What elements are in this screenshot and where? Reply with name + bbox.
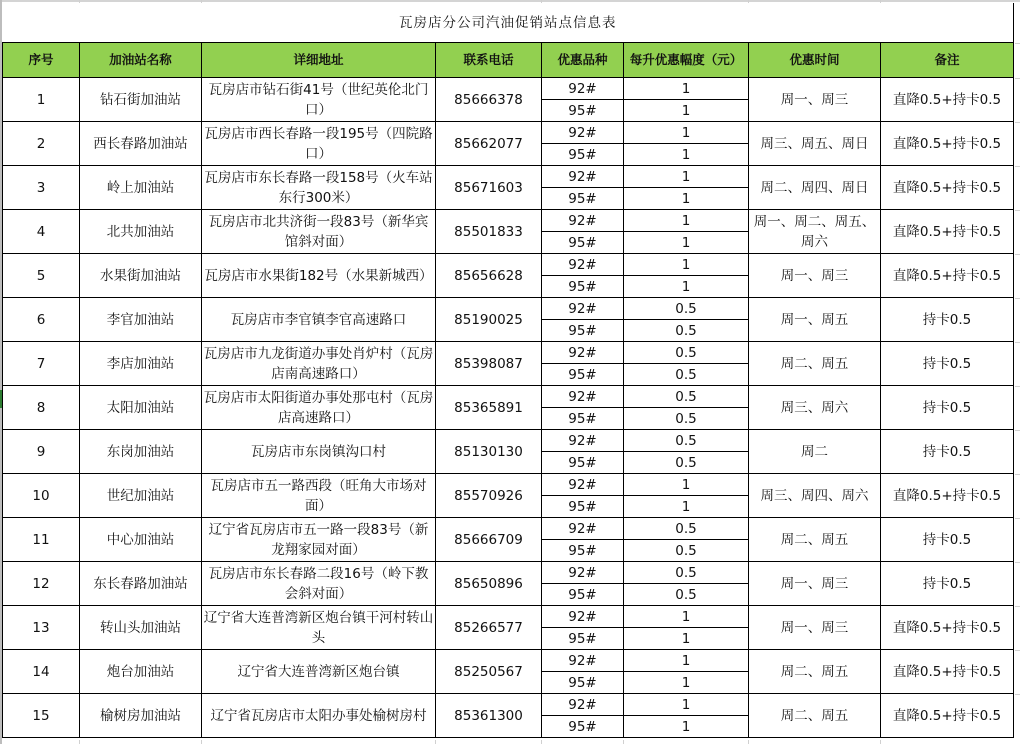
table-row xyxy=(3,474,1014,496)
cell-no[interactable]: 2 xyxy=(3,122,80,166)
cell-station-name[interactable]: 转山头加油站 xyxy=(80,606,202,650)
cell-station-name[interactable]: 水果街加油站 xyxy=(80,254,202,298)
col-header-note[interactable]: 备注 xyxy=(881,43,1014,78)
table-row xyxy=(3,430,1014,452)
col-header-station-name[interactable]: 加油站名称 xyxy=(80,43,202,78)
cell-promo-time[interactable]: 周三、周五、周日 xyxy=(749,122,881,166)
promo-station-table xyxy=(2,3,1014,738)
cell-phone[interactable]: 85190025 xyxy=(436,298,542,342)
cell-promo-time[interactable]: 周二、周五 xyxy=(749,650,881,694)
cell-promo-time[interactable]: 周三、周六 xyxy=(749,386,881,430)
cell-no[interactable]: 9 xyxy=(3,430,80,474)
cell-fuel-grade[interactable]: 92# xyxy=(542,694,624,716)
cell-station-name[interactable]: 世纪加油站 xyxy=(80,474,202,518)
cell-note[interactable]: 持卡0.5 xyxy=(881,430,1014,474)
cell-station-name[interactable]: 榆树房加油站 xyxy=(80,694,202,738)
cell-promo-time[interactable]: 周二、周五 xyxy=(749,518,881,562)
cell-station-name[interactable]: 中心加油站 xyxy=(80,518,202,562)
table-row xyxy=(3,122,1014,144)
cell-discount[interactable]: 0.5 xyxy=(624,562,749,584)
cell-no[interactable]: 1 xyxy=(3,78,80,122)
cell-station-name[interactable]: 东长春路加油站 xyxy=(80,562,202,606)
cell-discount[interactable]: 1 xyxy=(624,606,749,628)
table-row xyxy=(3,78,1014,100)
cell-station-name[interactable]: 西长春路加油站 xyxy=(80,122,202,166)
cell-station-name[interactable]: 岭上加油站 xyxy=(80,166,202,210)
cell-phone[interactable]: 85650896 xyxy=(436,562,542,606)
cell-discount[interactable]: 0.5 xyxy=(624,320,749,342)
cell-note[interactable]: 直降0.5+持卡0.5 xyxy=(881,694,1014,738)
cell-fuel-grade[interactable]: 92# xyxy=(542,606,624,628)
grid-bottom-margin xyxy=(0,740,1020,744)
cell-address[interactable]: 瓦房店市李官镇李官高速路口 xyxy=(202,298,436,342)
cell-note[interactable]: 持卡0.5 xyxy=(881,518,1014,562)
cell-fuel-grade[interactable]: 95# xyxy=(542,496,624,518)
cell-fuel-grade[interactable]: 95# xyxy=(542,144,624,166)
cell-fuel-grade[interactable]: 92# xyxy=(542,518,624,540)
cell-address[interactable]: 瓦房店市东长春路二段16号（岭下教会斜对面） xyxy=(202,562,436,606)
cell-station-name[interactable]: 太阳加油站 xyxy=(80,386,202,430)
cell-fuel-grade[interactable]: 92# xyxy=(542,254,624,276)
grid-right-margin xyxy=(1013,0,1020,744)
cell-phone[interactable]: 85666709 xyxy=(436,518,542,562)
cell-promo-time[interactable]: 周一、周二、周五、周六 xyxy=(749,210,881,254)
cell-fuel-grade[interactable]: 92# xyxy=(542,298,624,320)
cell-phone[interactable]: 85361300 xyxy=(436,694,542,738)
col-header-promo-time[interactable]: 优惠时间 xyxy=(749,43,881,78)
cell-fuel-grade[interactable]: 95# xyxy=(542,232,624,254)
cell-fuel-grade[interactable]: 95# xyxy=(542,320,624,342)
cell-discount[interactable]: 0.5 xyxy=(624,540,749,562)
cell-fuel-grade[interactable]: 95# xyxy=(542,364,624,386)
cell-phone[interactable]: 85501833 xyxy=(436,210,542,254)
cell-fuel-grade[interactable]: 92# xyxy=(542,650,624,672)
cell-phone[interactable]: 85250567 xyxy=(436,650,542,694)
cell-fuel-grade[interactable]: 92# xyxy=(542,210,624,232)
cell-promo-time[interactable]: 周一、周三 xyxy=(749,254,881,298)
cell-address[interactable]: 辽宁省大连普湾新区炮台镇干河村转山头 xyxy=(202,606,436,650)
cell-address[interactable]: 瓦房店市北共济街一段83号（新华宾馆斜对面） xyxy=(202,210,436,254)
cell-promo-time[interactable]: 周二、周五 xyxy=(749,694,881,738)
cell-discount[interactable]: 0.5 xyxy=(624,584,749,606)
cell-no[interactable]: 15 xyxy=(3,694,80,738)
cell-address[interactable]: 瓦房店市西长春路一段195号（四院路口） xyxy=(202,122,436,166)
cell-promo-time[interactable]: 周一、周三 xyxy=(749,562,881,606)
cell-no[interactable]: 3 xyxy=(3,166,80,210)
cell-discount[interactable]: 1 xyxy=(624,694,749,716)
table-row xyxy=(3,694,1014,716)
cell-no[interactable]: 4 xyxy=(3,210,80,254)
cell-no[interactable]: 12 xyxy=(3,562,80,606)
cell-fuel-grade[interactable]: 95# xyxy=(542,188,624,210)
table-row xyxy=(3,342,1014,364)
cell-promo-time[interactable]: 周二、周四、周日 xyxy=(749,166,881,210)
cell-phone[interactable]: 85130130 xyxy=(436,430,542,474)
cell-no[interactable]: 8 xyxy=(3,386,80,430)
cell-no[interactable]: 7 xyxy=(3,342,80,386)
cell-phone[interactable]: 85570926 xyxy=(436,474,542,518)
cell-promo-time[interactable]: 周二、周五 xyxy=(749,342,881,386)
cell-fuel-grade[interactable]: 92# xyxy=(542,122,624,144)
cell-note[interactable]: 直降0.5+持卡0.5 xyxy=(881,122,1014,166)
cell-station-name[interactable]: 东岗加油站 xyxy=(80,430,202,474)
cell-discount[interactable]: 0.5 xyxy=(624,298,749,320)
cell-discount[interactable]: 1 xyxy=(624,144,749,166)
header-row xyxy=(3,43,1014,78)
cell-address[interactable]: 瓦房店市钻石街41号（世纪英伦北门口） xyxy=(202,78,436,122)
cell-address[interactable]: 瓦房店市东岗镇沟口村 xyxy=(202,430,436,474)
cell-station-name[interactable]: 炮台加油站 xyxy=(80,650,202,694)
cell-station-name[interactable]: 北共加油站 xyxy=(80,210,202,254)
cell-discount[interactable]: 1 xyxy=(624,254,749,276)
cell-address[interactable]: 辽宁省瓦房店市太阳办事处榆树房村 xyxy=(202,694,436,738)
cell-note[interactable]: 直降0.5+持卡0.5 xyxy=(881,78,1014,122)
cell-discount[interactable]: 1 xyxy=(624,100,749,122)
table-row xyxy=(3,562,1014,584)
cell-address[interactable]: 瓦房店市五一路西段（旺角大市场对面） xyxy=(202,474,436,518)
cell-discount[interactable]: 1 xyxy=(624,672,749,694)
cell-discount[interactable]: 1 xyxy=(624,716,749,738)
cell-note[interactable]: 直降0.5+持卡0.5 xyxy=(881,650,1014,694)
cell-fuel-grade[interactable]: 92# xyxy=(542,386,624,408)
cell-note[interactable]: 直降0.5+持卡0.5 xyxy=(881,166,1014,210)
col-header-no[interactable]: 序号 xyxy=(3,43,80,78)
cell-discount[interactable]: 1 xyxy=(624,78,749,100)
cell-fuel-grade[interactable]: 95# xyxy=(542,452,624,474)
cell-note[interactable]: 直降0.5+持卡0.5 xyxy=(881,254,1014,298)
cell-address[interactable]: 辽宁省大连普湾新区炮台镇 xyxy=(202,650,436,694)
cell-phone[interactable]: 85365891 xyxy=(436,386,542,430)
cell-station-name[interactable]: 李店加油站 xyxy=(80,342,202,386)
cell-address[interactable]: 瓦房店市太阳街道办事处那屯村（瓦房店高速路口） xyxy=(202,386,436,430)
cell-note[interactable]: 直降0.5+持卡0.5 xyxy=(881,606,1014,650)
cell-no[interactable]: 11 xyxy=(3,518,80,562)
col-header-address[interactable]: 详细地址 xyxy=(202,43,436,78)
cell-phone[interactable]: 85266577 xyxy=(436,606,542,650)
cell-fuel-grade[interactable]: 95# xyxy=(542,628,624,650)
cell-fuel-grade[interactable]: 95# xyxy=(542,540,624,562)
cell-discount[interactable]: 1 xyxy=(624,166,749,188)
cell-no[interactable]: 6 xyxy=(3,298,80,342)
table-row xyxy=(3,210,1014,232)
cell-phone[interactable]: 85656628 xyxy=(436,254,542,298)
cell-fuel-grade[interactable]: 92# xyxy=(542,342,624,364)
cell-discount[interactable]: 0.5 xyxy=(624,342,749,364)
cell-fuel-grade[interactable]: 95# xyxy=(542,584,624,606)
cell-note[interactable]: 持卡0.5 xyxy=(881,386,1014,430)
cell-discount[interactable]: 0.5 xyxy=(624,364,749,386)
cell-fuel-grade[interactable]: 95# xyxy=(542,276,624,298)
cell-address[interactable]: 辽宁省瓦房店市五一路一段83号（新龙翔家园对面） xyxy=(202,518,436,562)
cell-discount[interactable]: 0.5 xyxy=(624,518,749,540)
cell-phone[interactable]: 85666378 xyxy=(436,78,542,122)
cell-discount[interactable]: 1 xyxy=(624,122,749,144)
cell-promo-time[interactable]: 周二 xyxy=(749,430,881,474)
col-header-phone[interactable]: 联系电话 xyxy=(436,43,542,78)
cell-discount[interactable]: 1 xyxy=(624,188,749,210)
cell-note[interactable]: 持卡0.5 xyxy=(881,562,1014,606)
cell-no[interactable]: 14 xyxy=(3,650,80,694)
cell-promo-time[interactable]: 周三、周四、周六 xyxy=(749,474,881,518)
cell-promo-time[interactable]: 周一、周五 xyxy=(749,298,881,342)
cell-no[interactable]: 13 xyxy=(3,606,80,650)
cell-fuel-grade[interactable]: 92# xyxy=(542,78,624,100)
sheet-title[interactable]: 瓦房店分公司汽油促销站点信息表 xyxy=(3,3,1014,43)
cell-discount[interactable]: 0.5 xyxy=(624,452,749,474)
cell-discount[interactable]: 1 xyxy=(624,650,749,672)
table-row xyxy=(3,518,1014,540)
table-row xyxy=(3,650,1014,672)
cell-no[interactable]: 5 xyxy=(3,254,80,298)
table-row xyxy=(3,254,1014,276)
cell-address[interactable]: 瓦房店市水果街182号（水果新城西） xyxy=(202,254,436,298)
cell-note[interactable]: 持卡0.5 xyxy=(881,342,1014,386)
cell-phone[interactable]: 85662077 xyxy=(436,122,542,166)
table-row xyxy=(3,166,1014,188)
table-row xyxy=(3,606,1014,628)
cell-phone[interactable]: 85398087 xyxy=(436,342,542,386)
cell-fuel-grade[interactable]: 95# xyxy=(542,716,624,738)
cell-discount[interactable]: 0.5 xyxy=(624,430,749,452)
cell-address[interactable]: 瓦房店市九龙街道办事处肖炉村（瓦房店南高速路口） xyxy=(202,342,436,386)
cell-note[interactable]: 直降0.5+持卡0.5 xyxy=(881,210,1014,254)
col-header-discount-per-liter[interactable]: 每升优惠幅度（元） xyxy=(624,43,749,78)
cell-fuel-grade[interactable]: 92# xyxy=(542,430,624,452)
cell-promo-time[interactable]: 周一、周三 xyxy=(749,78,881,122)
cell-discount[interactable]: 1 xyxy=(624,232,749,254)
cell-address[interactable]: 瓦房店市东长春路一段158号（火车站东行300米） xyxy=(202,166,436,210)
cell-note[interactable]: 直降0.5+持卡0.5 xyxy=(881,474,1014,518)
cell-discount[interactable]: 1 xyxy=(624,628,749,650)
col-header-fuel-grade[interactable]: 优惠品种 xyxy=(542,43,624,78)
table-row xyxy=(3,298,1014,320)
cell-fuel-grade[interactable]: 92# xyxy=(542,562,624,584)
cell-discount[interactable]: 0.5 xyxy=(624,386,749,408)
cell-discount[interactable]: 1 xyxy=(624,474,749,496)
cell-discount[interactable]: 1 xyxy=(624,210,749,232)
cell-fuel-grade[interactable]: 92# xyxy=(542,166,624,188)
cell-discount[interactable]: 0.5 xyxy=(624,408,749,430)
cell-fuel-grade[interactable]: 95# xyxy=(542,672,624,694)
cell-station-name[interactable]: 钻石街加油站 xyxy=(80,78,202,122)
cell-station-name[interactable]: 李官加油站 xyxy=(80,298,202,342)
cell-discount[interactable]: 1 xyxy=(624,496,749,518)
cell-discount[interactable]: 1 xyxy=(624,276,749,298)
cell-phone[interactable]: 85671603 xyxy=(436,166,542,210)
cell-fuel-grade[interactable]: 95# xyxy=(542,408,624,430)
cell-note[interactable]: 持卡0.5 xyxy=(881,298,1014,342)
cell-fuel-grade[interactable]: 92# xyxy=(542,474,624,496)
cell-fuel-grade[interactable]: 95# xyxy=(542,100,624,122)
cell-no[interactable]: 10 xyxy=(3,474,80,518)
table-row xyxy=(3,386,1014,408)
cell-promo-time[interactable]: 周一、周三 xyxy=(749,606,881,650)
